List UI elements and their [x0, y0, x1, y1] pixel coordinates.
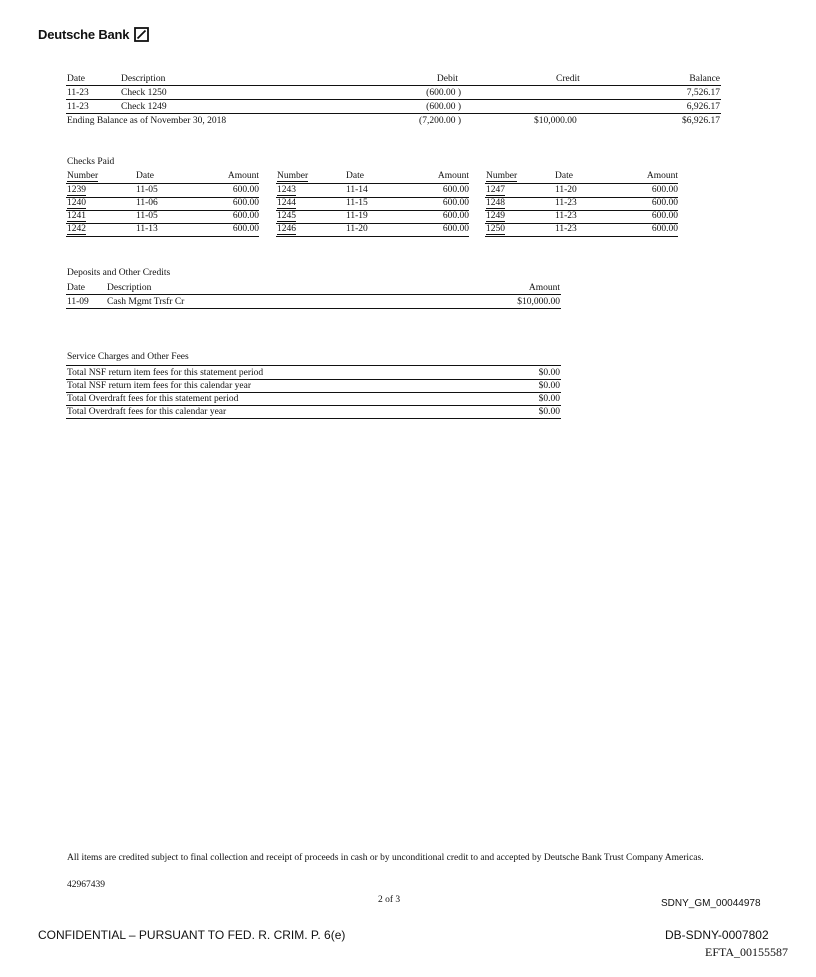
- ending-debit: (7,200.00 ): [419, 116, 461, 126]
- check-number: 1247: [486, 185, 505, 195]
- row-date: 11-23: [67, 88, 89, 98]
- check-date: 11-23: [555, 211, 577, 221]
- fee-amount: $0.00: [538, 381, 560, 391]
- header-balance: Balance: [689, 74, 720, 84]
- checks-header-amount: Amount: [227, 171, 259, 181]
- row-description: Check 1249: [121, 102, 167, 112]
- account-reference: 42967439: [67, 880, 105, 890]
- row-debit: (600.00 ): [426, 102, 461, 112]
- check-number: 1245: [277, 211, 296, 221]
- check-number: 1250: [486, 224, 505, 234]
- table-row: [0, 101, 816, 113]
- check-amount: 600.00: [232, 185, 259, 195]
- ending-balance: $6,926.17: [682, 116, 720, 126]
- table-row: [0, 380, 816, 392]
- check-number: 1242: [67, 224, 86, 234]
- check-date: 11-14: [346, 185, 368, 195]
- ending-balance-row: [0, 115, 816, 127]
- checks-header-date: Date: [136, 171, 154, 181]
- checks-header-number: Number: [486, 171, 518, 181]
- bates-number: SDNY_GM_00044978: [661, 898, 761, 909]
- check-date: 11-20: [346, 224, 368, 234]
- check-number: 1240: [67, 198, 86, 208]
- check-amount: 600.00: [442, 224, 469, 234]
- deutsche-bank-logo: [38, 27, 149, 42]
- check-date: 11-05: [136, 185, 158, 195]
- checks-header-number: Number: [277, 171, 309, 181]
- deposits-header-description: Description: [107, 283, 152, 293]
- table-row: [0, 296, 816, 308]
- check-date: 11-19: [346, 211, 368, 221]
- table-row: [0, 406, 816, 418]
- deposits-header-amount: Amount: [528, 283, 560, 293]
- check-date: 11-20: [555, 185, 577, 195]
- bates-number-db: DB-SDNY-0007802: [665, 928, 769, 942]
- confidential-notice: CONFIDENTIAL – PURSUANT TO FED. R. CRIM. P. 6(e): [38, 928, 346, 942]
- row-debit: (600.00 ): [426, 88, 461, 98]
- header-debit: Debit: [436, 74, 458, 84]
- ending-credit: $10,000.00: [534, 116, 577, 126]
- table-row: [0, 367, 816, 379]
- fee-label: Total NSF return item fees for this statement period: [67, 368, 264, 378]
- checks-header-date: Date: [555, 171, 573, 181]
- fee-amount: $0.00: [538, 407, 560, 417]
- check-date: 11-15: [346, 198, 368, 208]
- checks-header-date: Date: [346, 171, 364, 181]
- fees-title: Service Charges and Other Fees: [67, 352, 189, 362]
- check-amount: 600.00: [232, 224, 259, 234]
- fee-label: Total NSF return item fees for this calendar year: [67, 381, 251, 391]
- check-number: 1241: [67, 211, 86, 221]
- brand-name: Deutsche Bank: [38, 27, 130, 42]
- fee-label: Total Overdraft fees for this statement period: [67, 394, 239, 404]
- deposit-date: 11-09: [67, 297, 89, 307]
- checks-header-amount: Amount: [646, 171, 678, 181]
- table-row: [0, 393, 816, 405]
- check-date: 11-13: [136, 224, 158, 234]
- row-date: 11-23: [67, 102, 89, 112]
- fee-label: Total Overdraft fees for this calendar year: [67, 407, 227, 417]
- check-amount: 600.00: [651, 211, 678, 221]
- deposit-description: Cash Mgmt Trsfr Cr: [107, 297, 185, 307]
- check-number: 1249: [486, 211, 505, 221]
- ending-balance-label: Ending Balance as of November 30, 2018: [67, 116, 227, 126]
- check-amount: 600.00: [442, 198, 469, 208]
- checks-header-number: Number: [67, 171, 99, 181]
- checks-header-amount: Amount: [437, 171, 469, 181]
- transactions-header: [0, 73, 816, 85]
- check-amount: 600.00: [651, 198, 678, 208]
- table-row: [0, 87, 816, 99]
- check-number: 1244: [277, 198, 296, 208]
- check-amount: 600.00: [651, 185, 678, 195]
- header-date: Date: [67, 74, 85, 84]
- check-amount: 600.00: [442, 211, 469, 221]
- header-description: Description: [121, 74, 166, 84]
- deposits-title: Deposits and Other Credits: [67, 268, 171, 278]
- deposits-header-date: Date: [67, 283, 85, 293]
- check-date: 11-23: [555, 224, 577, 234]
- fee-amount: $0.00: [538, 394, 560, 404]
- header-credit: Credit: [556, 74, 580, 84]
- check-amount: 600.00: [232, 211, 259, 221]
- deposit-amount: $10,000.00: [517, 297, 560, 307]
- deutsche-bank-slash-logo-icon: [134, 27, 149, 42]
- check-number: 1248: [486, 198, 505, 208]
- check-number: 1243: [277, 185, 296, 195]
- row-balance: 6,926.17: [686, 102, 720, 112]
- check-amount: 600.00: [651, 224, 678, 234]
- fee-amount: $0.00: [538, 368, 560, 378]
- check-amount: 600.00: [442, 185, 469, 195]
- row-balance: 7,526.17: [686, 88, 720, 98]
- row-description: Check 1250: [121, 88, 167, 98]
- check-number: 1239: [67, 185, 86, 195]
- check-number: 1246: [277, 224, 296, 234]
- check-date: 11-05: [136, 211, 158, 221]
- page-number: 2 of 3: [378, 895, 401, 905]
- efta-number: EFTA_00155587: [705, 945, 789, 959]
- checks-paid-title: Checks Paid: [67, 157, 115, 167]
- check-date: 11-06: [136, 198, 158, 208]
- check-amount: 600.00: [232, 198, 259, 208]
- footer-note: All items are credited subject to final collection and receipt of proceeds in cash or by unconditional credit to and accepted by Deutsche Bank Trust Company Americas.: [67, 853, 704, 863]
- deposits-header: [0, 282, 816, 294]
- check-date: 11-23: [555, 198, 577, 208]
